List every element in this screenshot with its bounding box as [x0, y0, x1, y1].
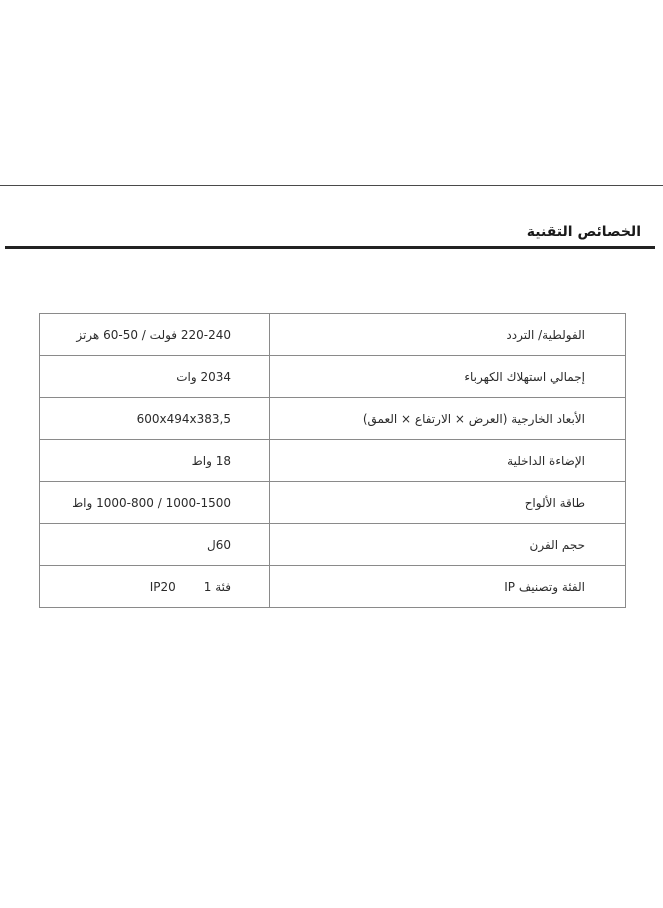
spec-value-panel-power: 1000-1500 / 1000-800 واط [40, 482, 270, 524]
specs-table [39, 313, 626, 608]
section-title-underline [5, 246, 655, 249]
spec-value-dimensions: 600x494x383,5 [40, 398, 270, 440]
spec-label-panel-power: طاقة الألواح [270, 482, 626, 524]
spec-label-voltage: الفولطية/ التردد [270, 314, 626, 356]
spec-label-dimensions: الأبعاد الخارجية (العرض × الارتفاع × العمق) [270, 398, 626, 440]
table-row [40, 524, 626, 566]
top-divider [0, 185, 663, 186]
spec-label-lighting: الإضاءة الداخلية [270, 440, 626, 482]
section-title: الخصائص التقنية [526, 224, 641, 240]
table-row [40, 314, 626, 356]
table-row [40, 482, 626, 524]
table-row [40, 356, 626, 398]
class-ip-group [150, 580, 231, 594]
spec-value-class-ip [40, 566, 270, 608]
spec-value-oven-volume: 60ل [40, 524, 270, 566]
spec-label-power: إجمالي استهلاك الكهرباء [270, 356, 626, 398]
spec-label-class-ip: الفئة وتصنيف IP [270, 566, 626, 608]
spec-value-lighting: 18 واط [40, 440, 270, 482]
spec-label-oven-volume: حجم الفرن [270, 524, 626, 566]
table-row [40, 440, 626, 482]
spec-value-ip: IP20 [149, 579, 176, 594]
table-row [40, 398, 626, 440]
spec-value-power: 2034 وات [40, 356, 270, 398]
spec-value-voltage: 220-240 فولت / 50-60 هرتز [40, 314, 270, 356]
spec-value-class: فئة 1 [203, 579, 231, 594]
table-row [40, 566, 626, 608]
